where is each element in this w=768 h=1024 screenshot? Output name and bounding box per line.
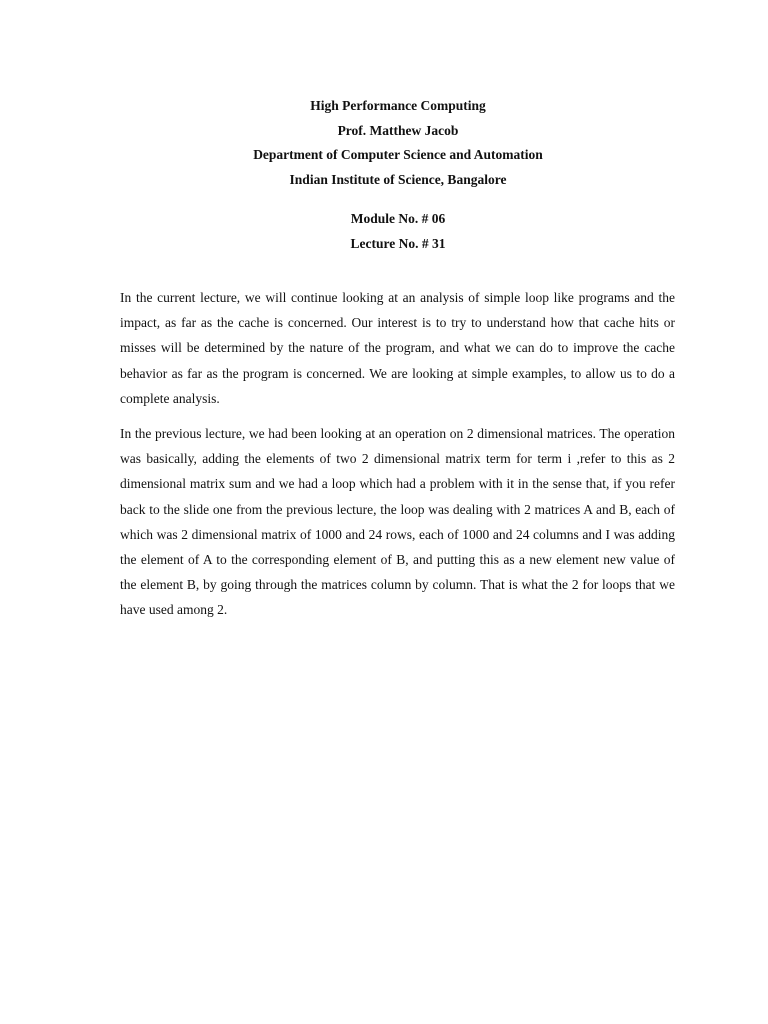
lecture-number: Lecture No. # 31 — [350, 235, 446, 251]
document-body — [120, 285, 675, 633]
paragraph: In the current lecture, we will continue looking at an analysis of simple loop like programs and the impact, as far as the cache is concerned. Our interest is to try to understand how that cache hits or misses will be determined by the nature of the program, and what we can do to improve the cache behavior as far as the program is concerned. We are looking at simple examples, to allow us to do a complete analysis. — [120, 290, 675, 406]
department-name: Department of Computer Science and Automation — [253, 147, 543, 162]
course-title: High Performance Computing — [310, 98, 486, 113]
professor-name: Prof. Matthew Jacob — [337, 122, 459, 138]
module-number: Module No. # 06 — [350, 211, 446, 226]
header-spacer — [0, 192, 768, 207]
document-header — [0, 94, 768, 256]
paragraph: In the previous lecture, we had been looking at an operation on 2 dimensional matrices. The operation was basically, adding the elements of two 2 dimensional matrix term for term i ,refer to this as 2 dimensional matrix sum and we had a loop which had a problem with it in the sense that, if you refer back to the slide one from the previous lecture, the loop was dealing with 2 matrices A and B, each of which was 2 dimensional matrix of 1000 and 24 rows, each of 1000 and 24 columns and I was adding the element of A to the corresponding element of B, and putting this as a new element new value of the element B, by going through the matrices column by column. That is what the 2 for loops that we have used among 2. — [120, 426, 675, 618]
institute-name: Indian Institute of Science, Bangalore — [289, 171, 507, 187]
